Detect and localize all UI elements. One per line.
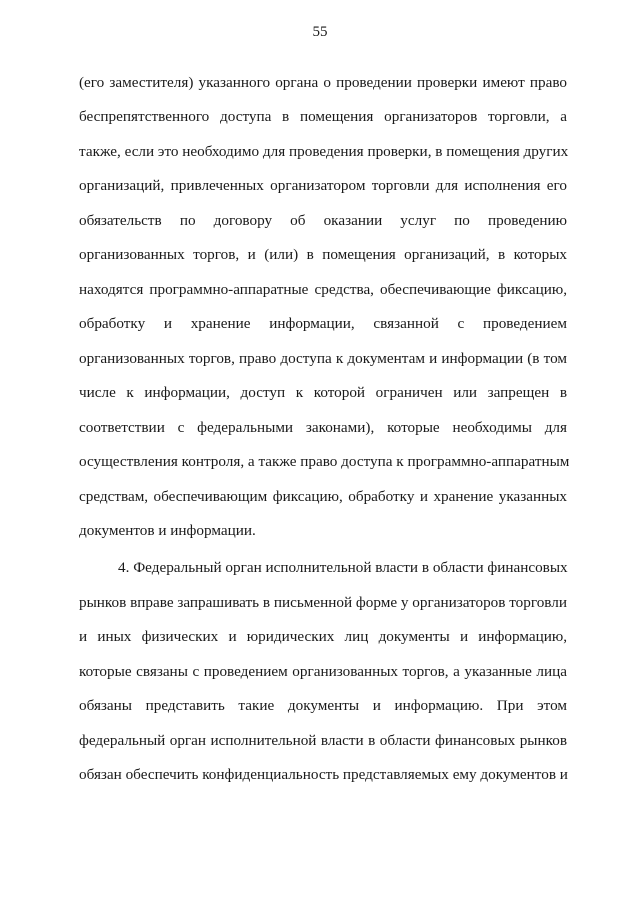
text-line: организованных торгов, право доступа к документам и информации (в том <box>79 350 567 367</box>
text-line: организаций, привлеченных организатором торговли для исполнения его <box>79 177 567 194</box>
text-line: (его заместителя) указанного органа о проведении проверки имеют право <box>79 74 567 91</box>
text-line: и иных физических и юридических лиц документы и информацию, <box>79 628 567 645</box>
text-line: находятся программно-аппаратные средства, обеспечивающие фиксацию, <box>79 281 567 298</box>
text-line: обязаны представить такие документы и информацию. При этом <box>79 697 567 714</box>
text-line: средствам, обеспечивающим фиксацию, обработку и хранение указанных <box>79 488 567 505</box>
text-line: обязан обеспечить конфиденциальность представляемых ему документов и <box>79 766 568 783</box>
text-line: организованных торгов, и (или) в помещения организаций, в которых <box>79 246 567 263</box>
text-line: рынков вправе запрашивать в письменной форме у организаторов торговли <box>79 594 567 611</box>
text-line: беспрепятственного доступа в помещения организаторов торговли, а <box>79 108 567 125</box>
text-line: также, если это необходимо для проведения проверки, в помещения других <box>79 143 569 160</box>
page-number: 55 <box>312 24 328 40</box>
text-line: обязательств по договору об оказании услуг по проведению <box>79 212 567 229</box>
text-line: соответствии с федеральными законами), которые необходимы для <box>79 419 567 436</box>
text-line: документов и информации. <box>79 522 256 539</box>
text-line: федеральный орган исполнительной власти в области финансовых рынков <box>79 732 567 749</box>
text-line: обработку и хранение информации, связанной с проведением <box>79 315 567 332</box>
text-line: осуществления контроля, а также право доступа к программно-аппаратным <box>79 453 570 470</box>
text-line: 4. Федеральный орган исполнительной власти в области финансовых <box>118 559 568 576</box>
text-line: которые связаны с проведением организованных торгов, а указанные лица <box>79 663 567 680</box>
text-line: числе к информации, доступ к которой ограничен или запрещен в <box>79 384 567 401</box>
